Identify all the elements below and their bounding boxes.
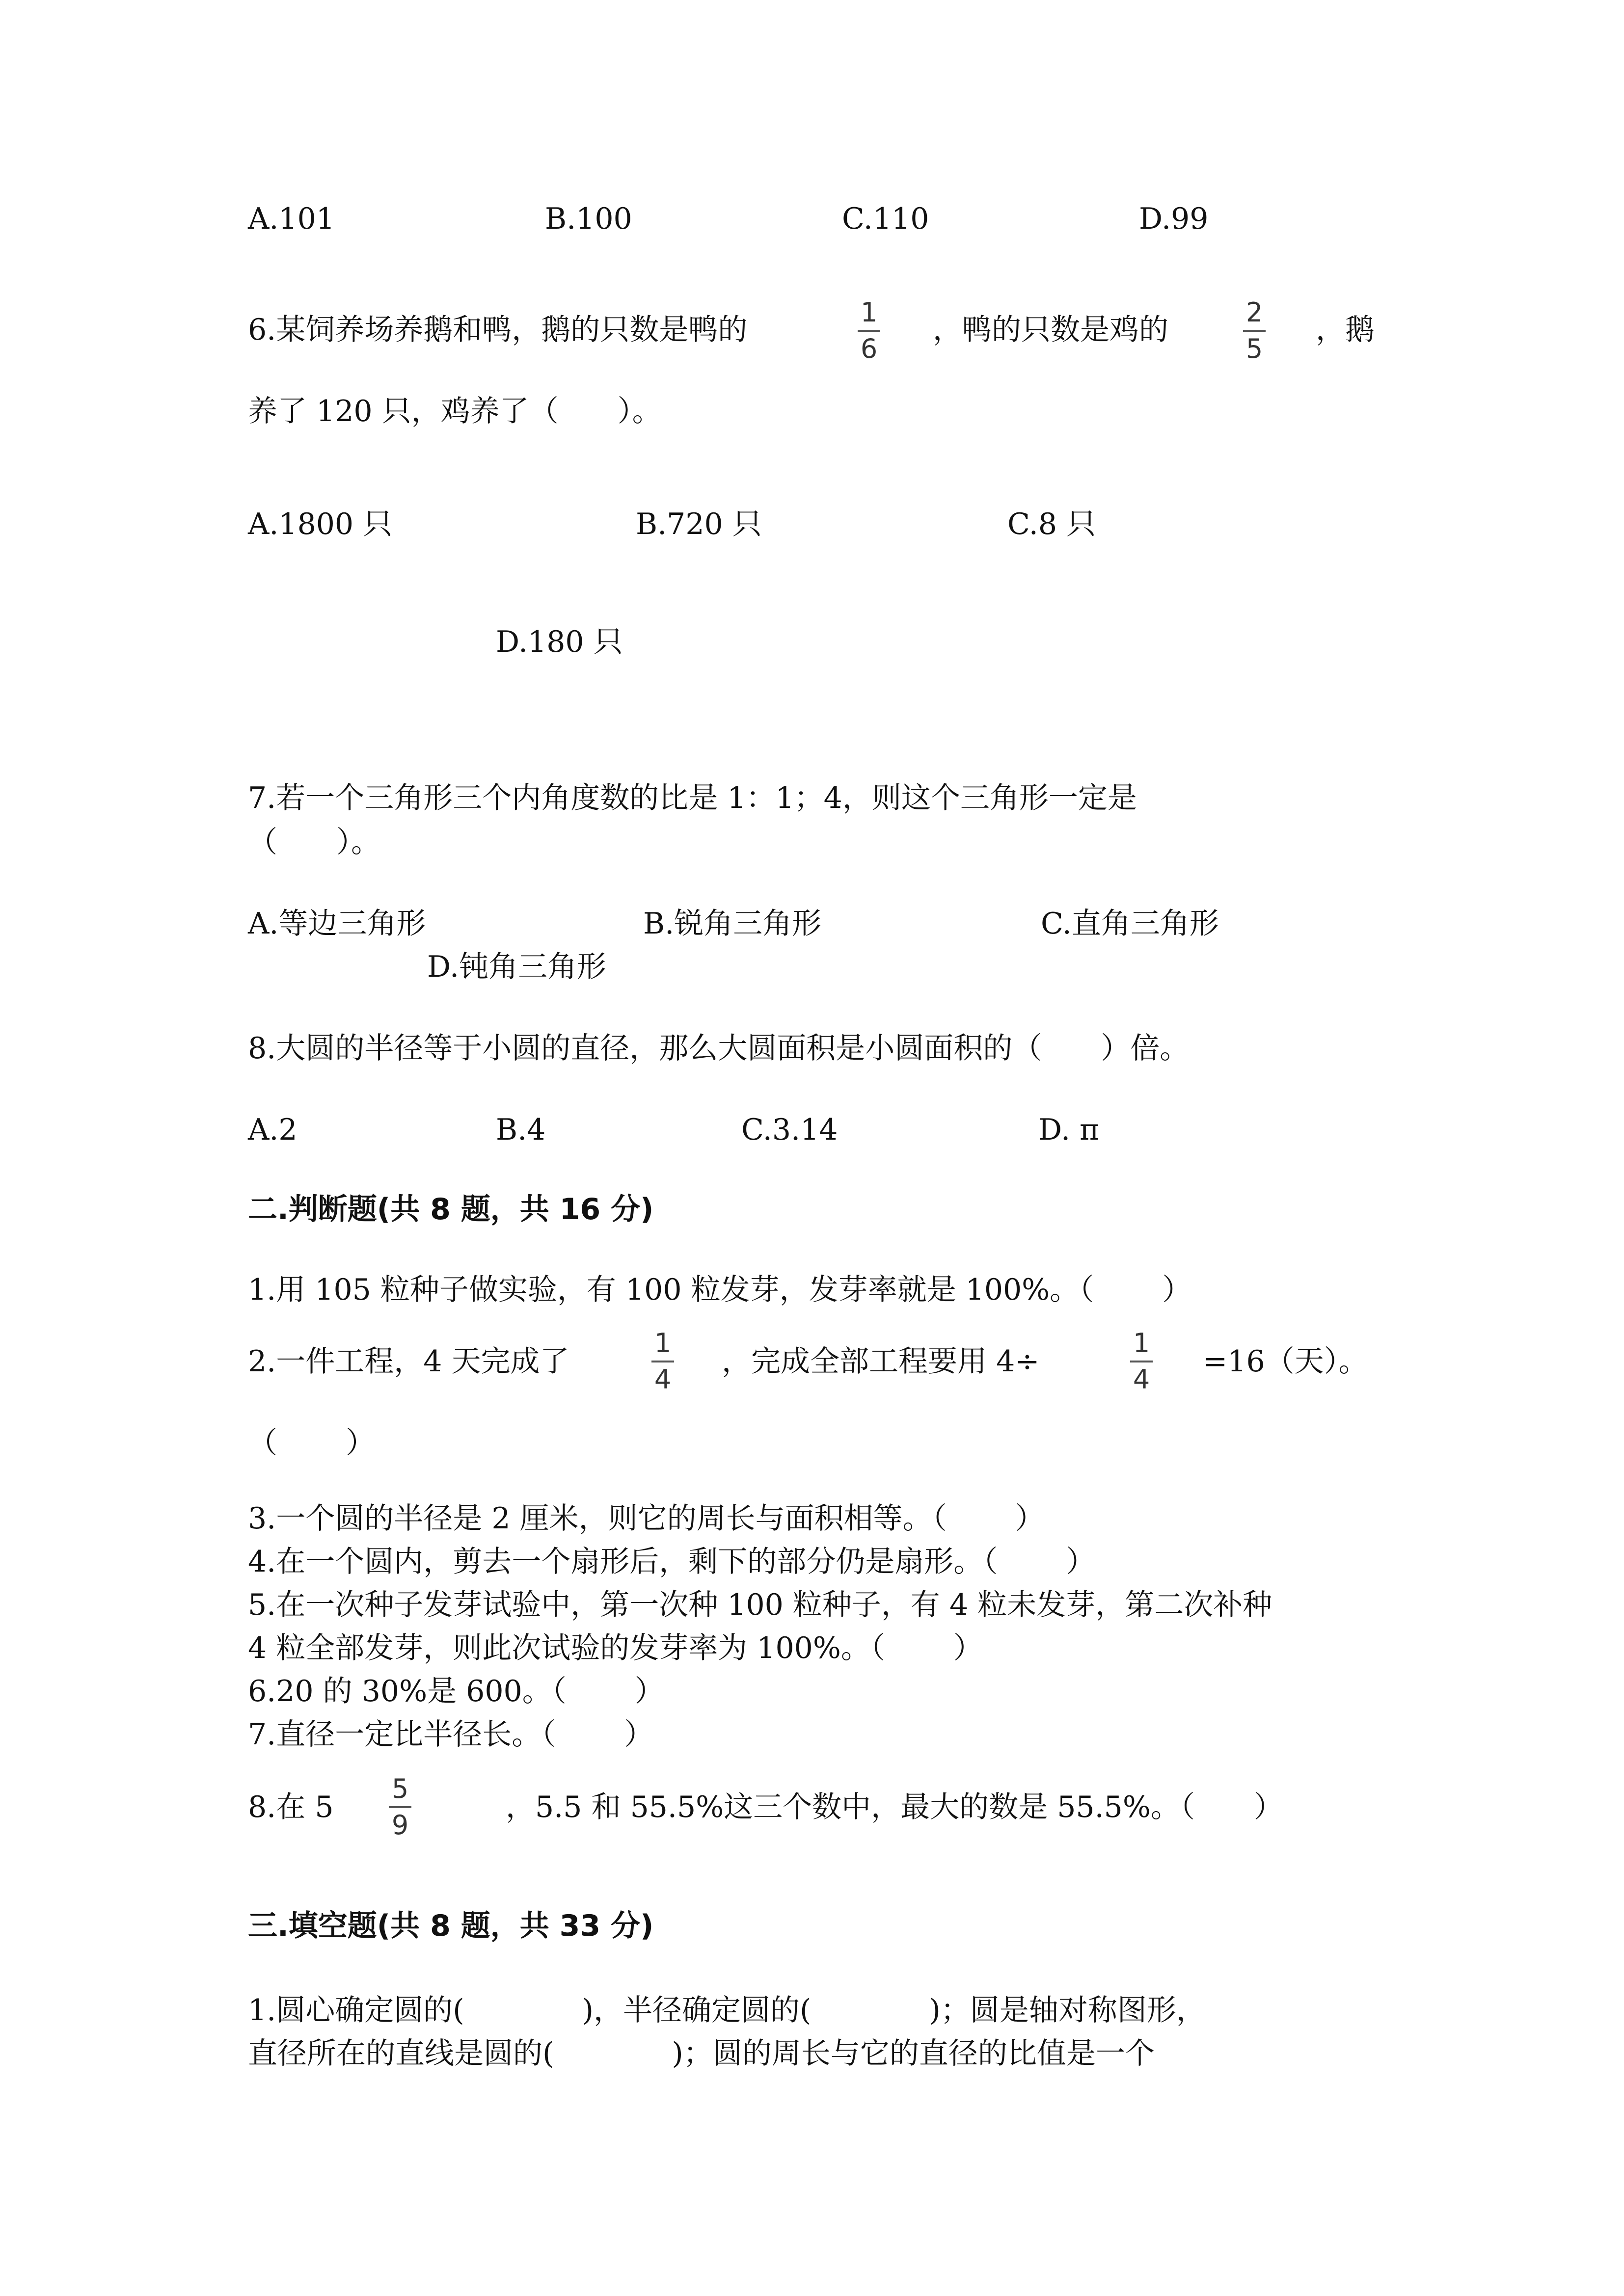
- fraction-bar: [858, 330, 880, 332]
- fraction-denominator: 9: [391, 1810, 409, 1841]
- q5-option-d: D.99: [1139, 202, 1209, 236]
- section2-q3: 3.一个圆的半径是 2 厘米，则它的周长与面积相等。（ ）: [248, 1501, 1045, 1536]
- section2-q7: 7.直径一定比半径长。（ ）: [248, 1717, 654, 1752]
- q6-text-part2: ，鸭的只数是鸡的: [933, 313, 1168, 347]
- q7-option-a: A.等边三角形: [248, 907, 426, 941]
- q5-option-a: A.101: [248, 202, 335, 236]
- q6-fraction-2: [1240, 297, 1269, 364]
- fraction-bar: [1130, 1361, 1153, 1362]
- fraction-numerator: 1: [1133, 1328, 1150, 1359]
- section2-q8-part1: 8.在 5: [248, 1790, 334, 1824]
- q7-text-line2: （ ）。: [248, 825, 380, 859]
- fraction-bar: [1243, 330, 1266, 332]
- fraction-denominator: 5: [1245, 333, 1263, 364]
- q7-option-d: D.钝角三角形: [427, 950, 607, 984]
- fraction-numerator: 1: [654, 1328, 672, 1359]
- q5-option-c: C.110: [842, 202, 929, 236]
- fraction-denominator: 4: [654, 1364, 672, 1395]
- q6-text-part1: 6.某饲养场养鹅和鸭，鹅的只数是鸭的: [248, 313, 748, 347]
- fraction-bar: [651, 1361, 674, 1362]
- section3-title: 三.填空题(共 8 题，共 33 分): [248, 1909, 654, 1943]
- fraction-bar: [389, 1806, 411, 1808]
- q8-option-d: D. π: [1038, 1113, 1099, 1147]
- fraction-numerator: 2: [1245, 297, 1263, 328]
- q7-text-line1: 7.若一个三角形三个内角度数的比是 1：1；4，则这个三角形一定是: [248, 781, 1137, 815]
- q5-option-b: B.100: [545, 202, 632, 236]
- section2-q2-line2: （ ）: [248, 1426, 376, 1460]
- q8-text-line1: 8.大圆的半径等于小圆的直径，那么大圆面积是小圆面积的（ ）倍。: [248, 1031, 1190, 1066]
- fraction-denominator: 4: [1133, 1364, 1150, 1395]
- q6-option-b: B.720 只: [636, 507, 762, 541]
- section3-q1-line2: 直径所在的直线是圆的( )；圆的周长与它的直径的比值是一个: [248, 2036, 1155, 2071]
- q6-option-a: A.1800 只: [248, 507, 393, 541]
- fraction-numerator: 1: [860, 297, 878, 328]
- section2-q5-line1: 5.在一次种子发芽试验中，第一次种 100 粒种子，有 4 粒未发芽，第二次补种: [248, 1588, 1272, 1622]
- section2-q1: 1.用 105 粒种子做实验，有 100 粒发芽，发芽率就是 100%。（ ）: [248, 1273, 1192, 1307]
- section2-q8-part2: ，5.5 和 55.5%这三个数中，最大的数是 55.5%。（ ）: [506, 1790, 1283, 1824]
- section2-q5-line2: 4 粒全部发芽，则此次试验的发芽率为 100%。（ ）: [248, 1631, 983, 1665]
- section2-q6: 6.20 的 30%是 600。（ ）: [248, 1674, 664, 1709]
- q6-option-c: C.8 只: [1007, 507, 1096, 541]
- q8-option-b: B.4: [496, 1113, 546, 1147]
- q6-text-part3: ，鹅: [1316, 313, 1375, 347]
- q6-text-line2: 养了 120 只，鸡养了（ ）。: [248, 394, 662, 428]
- section2-q2-part2: ，完成全部工程要用 4÷: [722, 1344, 1040, 1379]
- section2-title: 二.判断题(共 8 题，共 16 分): [248, 1192, 654, 1227]
- q7-option-b: B.锐角三角形: [643, 907, 822, 941]
- section2-q4: 4.在一个圆内，剪去一个扇形后，剩下的部分仍是扇形。（ ）: [248, 1545, 1096, 1579]
- q7-option-c: C.直角三角形: [1041, 907, 1219, 941]
- q8-option-a: A.2: [248, 1113, 298, 1147]
- section2-q2-fraction-2: [1127, 1328, 1156, 1395]
- fraction-denominator: 6: [860, 333, 878, 364]
- section2-q2-part3: =16（天）。: [1203, 1344, 1368, 1379]
- section2-q2-fraction-1: [648, 1328, 677, 1395]
- fraction-numerator: 5: [391, 1773, 409, 1804]
- q6-fraction-1: [854, 297, 884, 364]
- section2-q2-part1: 2.一件工程，4 天完成了: [248, 1344, 569, 1379]
- section3-q1-line1: 1.圆心确定圆的( )，半径确定圆的( )；圆是轴对称图形，: [248, 1993, 1206, 2028]
- q8-option-c: C.3.14: [741, 1113, 838, 1147]
- q6-option-d: D.180 只: [496, 625, 623, 659]
- section2-q8-fraction: [385, 1774, 415, 1841]
